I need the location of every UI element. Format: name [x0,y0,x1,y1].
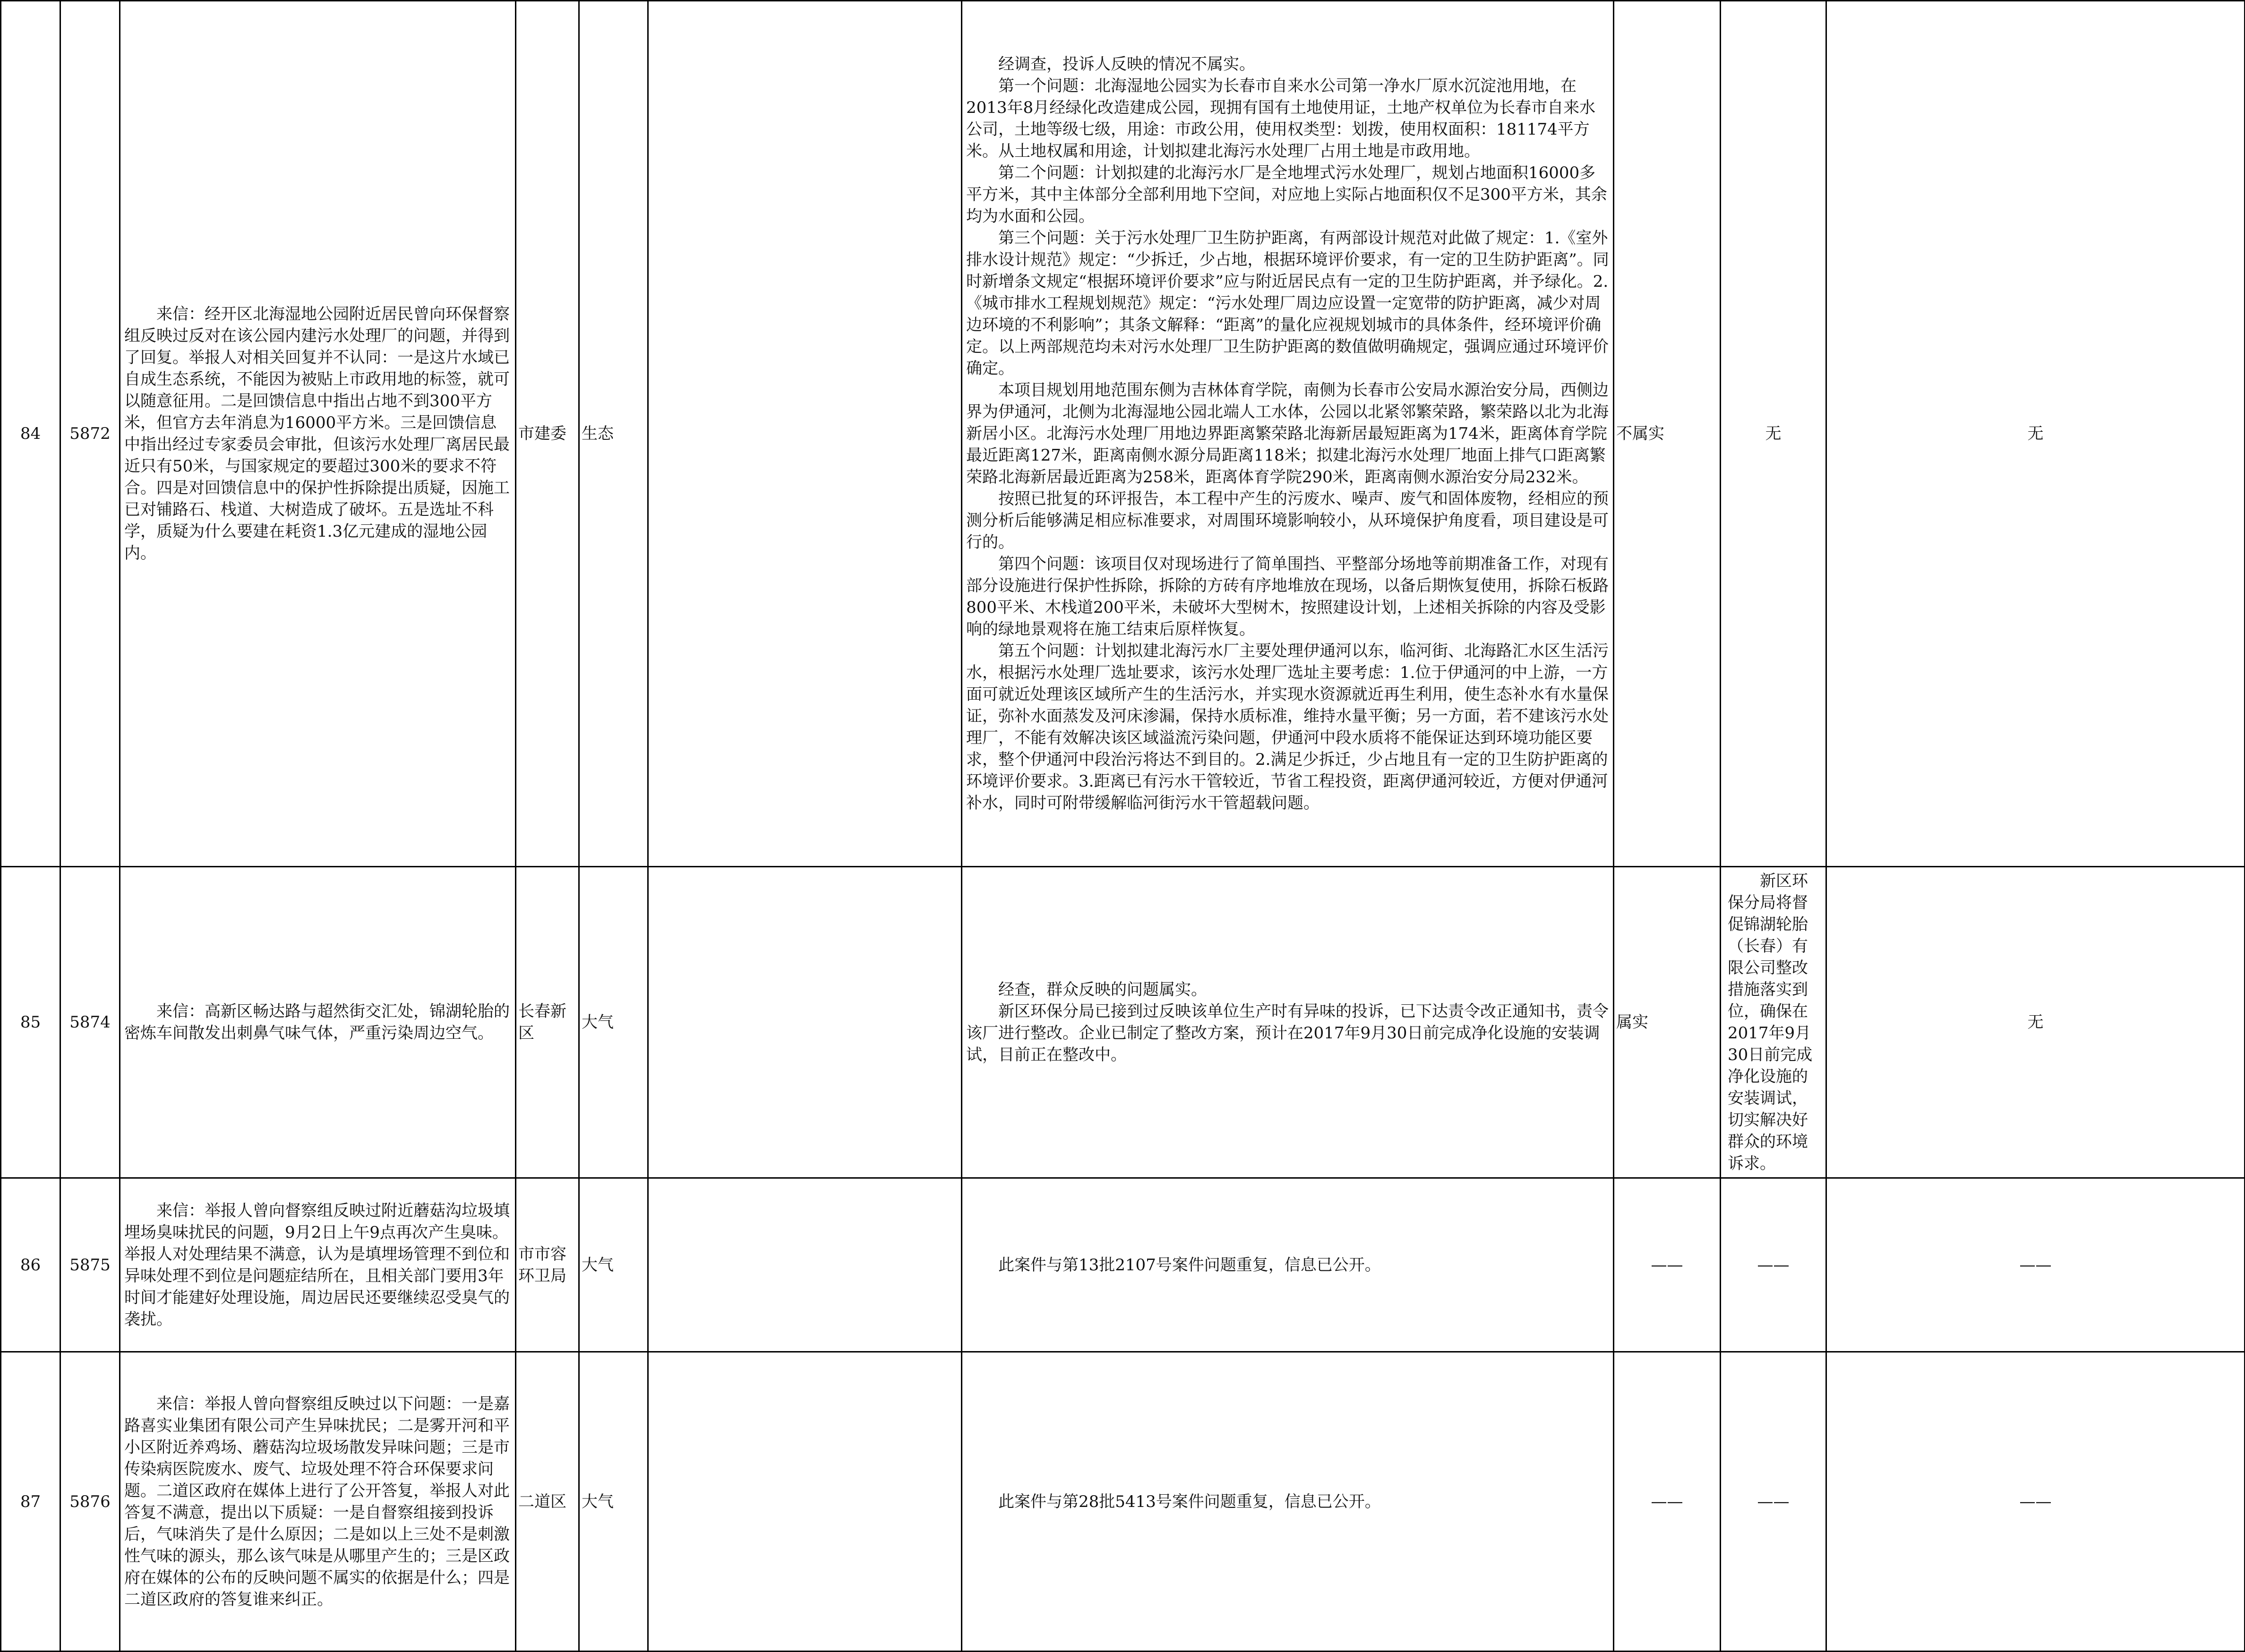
responsible-agency: 长春新区 [516,867,579,1178]
finding-paragraph: 第三个问题：关于污水处理厂卫生防护距离，有两部设计规范对此做了规定：1.《室外排水设计规范》规定：“少拆迁，少占地，根据环境评价要求，有一定的卫生防护距离”。同时新增条文规定“根据环境评价要求”应与附近居民点有一定的卫生防护距离，并予绿化。2.《城市排水工程规划规范》规定：“污水处理厂周边应设置一定宽带的防护距离，减少对周边环境的不利影响”；其条文解释：“距离”的量化应视规划城市的具体条件，经环境评价确定。以上两部规范均未对污水处理厂卫生防护距离的数值做明确规定，强调应通过环境评价确定。 [966,229,1609,378]
case-id: 5874 [60,867,120,1178]
investigation-findings [962,1178,1614,1352]
finding-paragraph: 第一个问题：北海湿地公园实为长春市自来水公司第一净水厂原水沉淀池用地，在2013年8月经绿化改造建成公园，现拥有国有土地使用证，土地产权单位为长春市自来水公司，土地等级七级，用途：市政公用，使用权类型：划拨，使用权面积：181174平方米。从土地权属和用途，计划拟建北海污水处理厂占用土地是市政用地。 [966,77,1596,161]
verification-status: 不属实 [1614,1,1721,867]
row-number: 86 [1,1178,60,1352]
blank-cell [648,1,962,867]
pollution-type: 大气 [579,867,648,1178]
finding-paragraph: 经调查，投诉人反映的情况不属实。 [998,55,1255,74]
verification-status: —— [1614,1178,1721,1352]
complaint-paragraph: 来信：举报人曾向督察组反映过以下问题：一是嘉路喜实业集团有限公司产生异味扰民；二是雾开河和平小区附近养鸡场、蘑菇沟垃圾场散发异味问题；三是市传染病医院废水、废气、垃圾处理不符合环保要求问题。二道区政府在媒体上进行了公开答复，举报人对此答复不满意，提出以下质疑：一是自督察组接到投诉后，气味消失了是什么原因；二是如以上三处不是刺激性气味的源头，那么该气味是从哪里产生的；三是区政府在媒体的公布的反映问题不属实的依据是什么；四是二道区政府的答复谁来纠正。 [124,1394,510,1609]
row-number: 84 [1,1,60,867]
responsible-agency: 市建委 [516,1,579,867]
finding-paragraph: 经查，群众反映的问题属实。 [998,980,1207,999]
pollution-type: 大气 [579,1352,648,1652]
blank-cell [648,1178,962,1352]
case-id: 5876 [60,1352,120,1652]
accountability: —— [1826,1178,2245,1352]
finding-paragraph: 第四个问题：该项目仅对现场进行了简单围挡、平整部分场地等前期准备工作，对现有部分设施进行保护性拆除，拆除的方砖有序地堆放在现场，以备后期恢复使用，拆除石板路800平米、木栈道200平米，未破坏大型树木，按照建设计划，上述相关拆除的内容及受影响的绿地景观将在施工结束后原样恢复。 [966,555,1609,639]
investigation-findings [962,1352,1614,1652]
finding-paragraph: 此案件与第13批2107号案件问题重复，信息已公开。 [998,1255,1381,1275]
responsible-agency: 二道区 [516,1352,579,1652]
finding-paragraph: 第五个问题：计划拟建北海污水厂主要处理伊通河以东，临河街、北海路汇水区生活污水，根据污水处理厂选址要求，该污水处理厂选址主要考虑：1.位于伊通河的中上游，一方面可就近处理该区域所产生的生活污水，并实现水资源就近再生利用，使生态补水有水量保证，弥补水面蒸发及河床渗漏，保持水质标准，维持水量平衡；另一方面，若不建该污水处理厂，不能有效解决该区域溢流污染问题，伊通河中段水质将不能保证达到环境功能区要求，整个伊通河中段治污将达不到目的。2.满足少拆迁，少占地且有一定的卫生防护距离的环境评价要求。3.距离已有污水干管较近，节省工程投资，距离伊通河较近，方便对伊通河补水，同时可附带缓解临河街污水干管超载问题。 [966,642,1609,813]
row-number: 87 [1,1352,60,1652]
rectification-measure: 无 [1721,1,1826,867]
pollution-type: 生态 [579,1,648,867]
row-number: 85 [1,867,60,1178]
accountability: 无 [1826,867,2245,1178]
table-row [1,1352,2245,1652]
responsible-agency: 市市容环卫局 [516,1178,579,1352]
rectification-measure [1721,867,1826,1178]
rectification-measure: —— [1721,1352,1826,1652]
complaint-text [120,1178,516,1352]
verification-status: —— [1614,1352,1721,1652]
blank-cell [648,867,962,1178]
complaint-paragraph: 来信：经开区北海湿地公园附近居民曾向环保督察组反映过反对在该公园内建污水处理厂的问题，并得到了回复。举报人对相关回复并不认同：一是这片水域已自成生态系统，不能因为被贴上市政用地的标签，就可以随意征用。二是回馈信息中指出占地不到300平方米，但官方去年消息为16000平方米。三是回馈信息中指出经过专家委员会审批，但该污水处理厂离居民最近只有50米，与国家规定的要超过300米的要求不符合。四是对回馈信息中的保护性拆除提出质疑，因施工已对铺路石、栈道、大树造成了破坏。五是选址不科学，质疑为什么要建在耗资1.3亿元建成的湿地公园内。 [124,305,510,563]
accountability: —— [1826,1352,2245,1652]
investigation-findings [962,1,1614,867]
rectification-measure: —— [1721,1178,1826,1352]
complaint-paragraph: 来信：高新区畅达路与超然街交汇处，锦湖轮胎的密炼车间散发出刺鼻气味气体，严重污染周边空气。 [124,1002,510,1043]
case-id: 5875 [60,1178,120,1352]
finding-paragraph: 此案件与第28批5413号案件问题重复，信息已公开。 [998,1492,1381,1511]
table-row [1,1178,2245,1352]
finding-paragraph: 新区环保分局已接到过反映该单位生产时有异味的投诉，已下达责令改正通知书，责令该厂进行整改。企业已制定了整改方案，预计在2017年9月30日前完成净化设施的安装调试，目前正在整改中。 [966,1002,1609,1064]
finding-paragraph: 本项目规划用地范围东侧为吉林体育学院，南侧为长春市公安局水源治安分局，西侧边界为伊通河，北侧为北海湿地公园北端人工水体，公园以北紧邻繁荣路，繁荣路以北为北海新居小区。北海污水处理厂用地边界距离繁荣路北海新居最短距离为174米，距离体育学院最近距离127米，距离南侧水源分局距离118米；拟建北海污水处理厂地面上排气口距离繁荣路北海新居最近距离为258米，距离体育学院290米，距离南侧水源治安分局232米。 [966,381,1609,487]
investigation-findings [962,867,1614,1178]
complaint-text [120,1352,516,1652]
verification-status: 属实 [1614,867,1721,1178]
complaint-paragraph: 来信：举报人曾向督察组反映过附近蘑菇沟垃圾填埋场臭味扰民的问题，9月2日上午9点再次产生臭味。举报人对处理结果不满意，认为是填埋场管理不到位和异味处理不到位是问题症结所在，且相关部门要用3年时间才能建好处理设施，周边居民还要继续忍受臭气的袭扰。 [124,1201,510,1329]
complaint-text [120,1,516,867]
pollution-type: 大气 [579,1178,648,1352]
case-id: 5872 [60,1,120,867]
table-row [1,1,2245,867]
measure-paragraph: 新区环保分局将督促锦湖轮胎（长春）有限公司整改措施落实到位，确保在2017年9月30日前完成净化设施的安装调试，切实解决好群众的环境诉求。 [1728,872,1813,1173]
table-row [1,867,2245,1178]
accountability: 无 [1826,1,2245,867]
blank-cell [648,1352,962,1652]
complaint-text [120,867,516,1178]
finding-paragraph: 按照已批复的环评报告，本工程中产生的污废水、噪声、废气和固体废物，经相应的预测分析后能够满足相应标准要求，对周围环境影响较小，从环境保护角度看，项目建设是可行的。 [966,489,1609,552]
finding-paragraph: 第二个问题：计划拟建的北海污水厂是全地埋式污水处理厂，规划占地面积16000多平方米，其中主体部分全部利用地下空间，对应地上实际占地面积仅不足300平方米，其余均为水面和公园。 [966,163,1607,226]
